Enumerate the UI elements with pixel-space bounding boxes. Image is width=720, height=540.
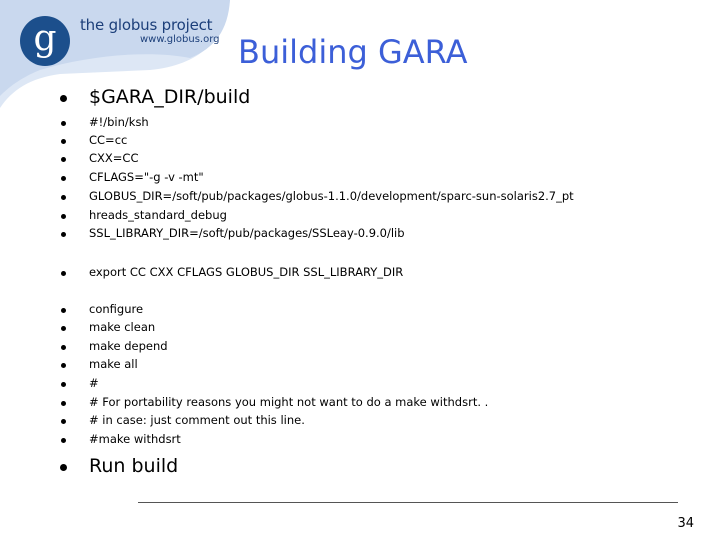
bullet-text: $GARA_DIR/build: [89, 86, 251, 108]
bullet-text: #: [89, 376, 99, 390]
bullet-dot-icon: [61, 121, 66, 126]
bullet-dot-icon: [61, 271, 66, 276]
bullet-dot-icon: [61, 401, 66, 406]
bullet-text: configure: [89, 302, 144, 316]
bullet-text: # For portability reasons you might not want to do a make withdsrt. .: [89, 395, 489, 409]
bullet-dot-icon: [61, 195, 66, 200]
bullet-text: SSL_LIBRARY_DIR=/soft/pub/packages/SSLeay-0.9.0/lib: [89, 226, 405, 240]
bullet-text: CC=cc: [89, 133, 128, 147]
globus-logo-mark: g: [20, 16, 70, 66]
bullet-dot-icon: [61, 326, 66, 331]
bullet-text: make all: [89, 357, 138, 371]
bullet-dot-icon: [61, 232, 66, 237]
bullet-dot-icon: [61, 214, 66, 219]
bullet-dot-icon: [61, 176, 66, 181]
bullet-dot-icon: [60, 95, 67, 102]
slide-title: Building GARA: [238, 33, 468, 71]
bullet-dot-icon: [61, 345, 66, 350]
bullet-text: #make withdsrt: [89, 432, 181, 446]
bullet-text: # in case: just comment out this line.: [89, 413, 305, 427]
footer-rule: [138, 502, 678, 503]
bullet-dot-icon: [61, 382, 66, 387]
bullet-text: make depend: [89, 339, 168, 353]
bullet-text: CXX=CC: [89, 151, 139, 165]
bullet-dot-icon: [61, 419, 66, 424]
bullet-text: export CC CXX CFLAGS GLOBUS_DIR SSL_LIBRARY_DIR: [89, 265, 404, 279]
bullet-dot-icon: [61, 139, 66, 144]
bullet-dot-icon: [61, 308, 66, 313]
bullet-dot-icon: [61, 363, 66, 368]
page-number: 34: [677, 516, 694, 531]
bullet-text: #!/bin/ksh: [89, 115, 149, 129]
logo-url: www.globus.org: [140, 34, 220, 45]
bullet-text: hreads_standard_debug: [89, 208, 227, 222]
bullet-text: GLOBUS_DIR=/soft/pub/packages/globus-1.1.0/development/sparc-sun-solaris2.7_pt: [89, 189, 574, 203]
bullet-text: make clean: [89, 320, 156, 334]
logo-name: the globus project: [80, 16, 213, 34]
bullet-text: CFLAGS="-g -v -mt": [89, 170, 204, 184]
bullet-dot-icon: [61, 438, 66, 443]
bullet-dot-icon: [60, 464, 67, 471]
bullet-text: Run build: [89, 455, 179, 477]
bullet-dot-icon: [61, 157, 66, 162]
